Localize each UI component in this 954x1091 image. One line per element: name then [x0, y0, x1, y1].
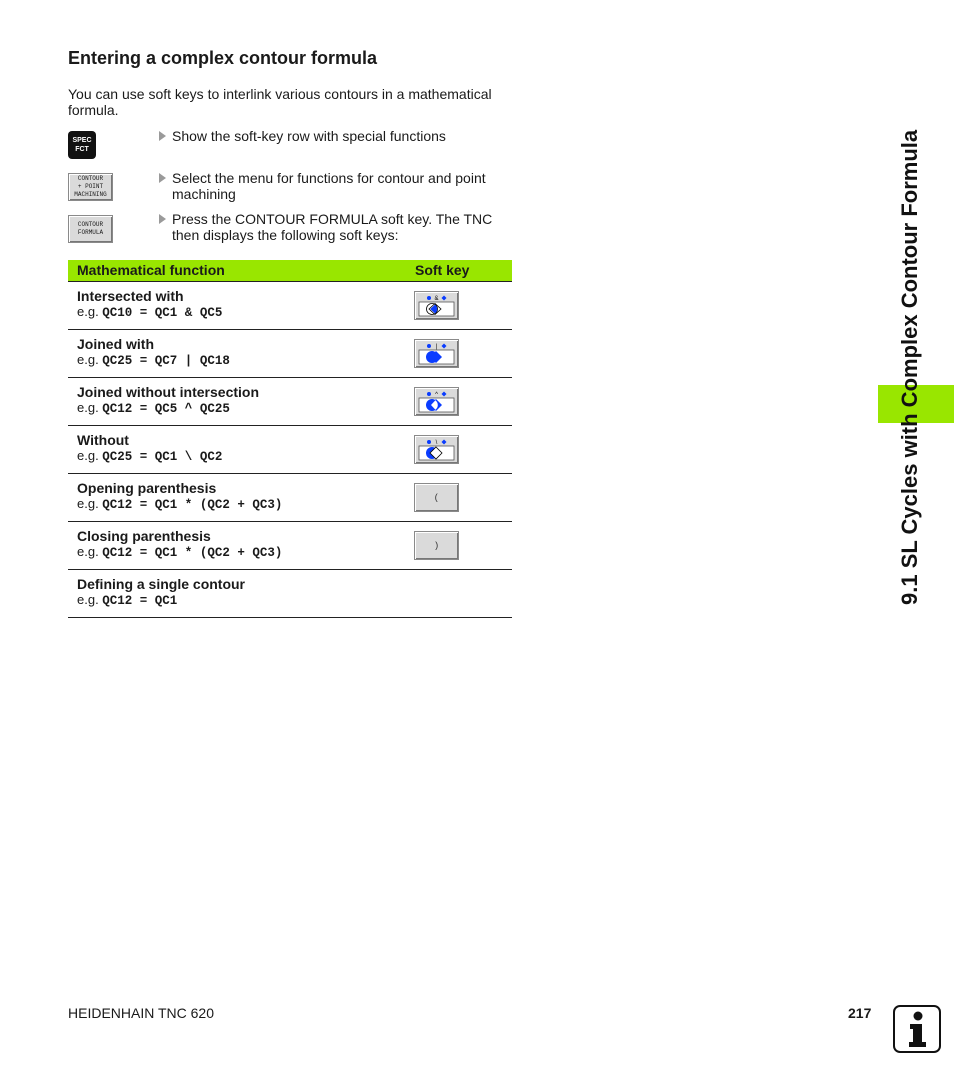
chapter-title-vertical: 9.1 SL Cycles with Complex Contour Formula	[897, 129, 922, 605]
eg-prefix: e.g.	[77, 496, 103, 511]
fct-key-label: FCT	[75, 146, 89, 153]
row-example	[77, 448, 222, 464]
eg-prefix: e.g.	[77, 544, 103, 559]
join-icon	[415, 340, 458, 367]
row-code: QC25 = QC7 | QC18	[102, 354, 230, 368]
opening-parenthesis-softkey: (	[414, 483, 459, 512]
step-text: Select the menu for functions for contour and point machining	[172, 170, 486, 202]
row-label: Without	[77, 432, 129, 448]
intersect-softkey	[414, 291, 459, 320]
row-example	[77, 352, 230, 368]
join-without-intersection-softkey	[414, 387, 459, 416]
table-row	[68, 570, 512, 618]
table-row	[68, 522, 512, 570]
step-3	[158, 211, 508, 243]
row-label: Joined with	[77, 336, 154, 352]
row-label: Opening parenthesis	[77, 480, 217, 496]
intro-text: You can use soft keys to interlink various contours in a mathematical formula.	[68, 86, 492, 118]
info-glyph	[895, 1007, 939, 1051]
table-row	[68, 378, 512, 426]
softkey-label-line2: FORMULA	[77, 229, 104, 236]
function-table	[68, 260, 512, 618]
without-softkey	[414, 435, 459, 464]
step-text: Show the soft-key row with special functions	[172, 128, 446, 144]
footer-product: HEIDENHAIN TNC 620	[68, 1005, 215, 1021]
table-header	[68, 260, 512, 282]
softkey-label-line2: + POINT	[77, 183, 104, 190]
softkey-label-line1: CONTOUR	[77, 221, 104, 228]
row-example	[77, 400, 230, 416]
without-icon	[415, 436, 458, 463]
row-code: QC25 = QC1 \ QC2	[102, 450, 223, 464]
eg-prefix: e.g.	[77, 304, 103, 319]
step-text: Press the CONTOUR FORMULA soft key. The TNC then displays the following soft keys:	[172, 211, 493, 243]
step-2	[158, 170, 508, 202]
svg-text:|: |	[435, 344, 438, 350]
row-example	[77, 544, 282, 560]
svg-text:\: \	[435, 440, 438, 446]
softkey-label-line3: MACHINING	[74, 191, 107, 198]
eg-prefix: e.g.	[77, 592, 103, 607]
arrow-right-icon	[159, 131, 166, 141]
row-example	[77, 496, 282, 512]
section-heading: Entering a complex contour formula	[68, 48, 378, 68]
row-label: Intersected with	[77, 288, 184, 304]
join-softkey	[414, 339, 459, 368]
softkey-label-line1: CONTOUR	[77, 175, 104, 182]
contour-formula-softkey	[68, 215, 113, 243]
page-number: 217	[848, 1005, 872, 1021]
eg-prefix: e.g.	[77, 352, 103, 367]
row-code: QC12 = QC1	[102, 594, 178, 608]
table-row	[68, 474, 512, 522]
step-1	[158, 128, 508, 144]
table-row	[68, 282, 512, 330]
info-icon	[893, 1005, 941, 1053]
row-label: Defining a single contour	[77, 576, 246, 592]
header-soft-key: Soft key	[415, 262, 470, 278]
contour-point-machining-softkey	[68, 173, 113, 201]
svg-text:&: &	[434, 296, 439, 302]
header-math-function: Mathematical function	[77, 262, 225, 278]
svg-text:^: ^	[435, 392, 438, 398]
table-row	[68, 426, 512, 474]
eg-prefix: e.g.	[77, 448, 103, 463]
intersect-icon	[415, 292, 458, 319]
row-code: QC10 = QC1 & QC5	[102, 306, 223, 320]
spec-fct-key	[68, 131, 96, 159]
table-row	[68, 330, 512, 378]
row-label: Closing parenthesis	[77, 528, 211, 544]
arrow-right-icon	[159, 214, 166, 224]
spec-key-label: SPEC	[72, 137, 92, 144]
row-label: Joined without intersection	[77, 384, 260, 400]
row-code: QC12 = QC1 * (QC2 + QC3)	[102, 498, 283, 512]
closing-parenthesis-softkey: )	[414, 531, 459, 560]
row-code: QC12 = QC1 * (QC2 + QC3)	[102, 546, 283, 560]
eg-prefix: e.g.	[77, 400, 103, 415]
row-example	[77, 592, 177, 608]
join-without-intersection-icon	[415, 388, 458, 415]
row-example	[77, 304, 222, 320]
arrow-right-icon	[159, 173, 166, 183]
row-code: QC12 = QC5 ^ QC25	[102, 402, 230, 416]
